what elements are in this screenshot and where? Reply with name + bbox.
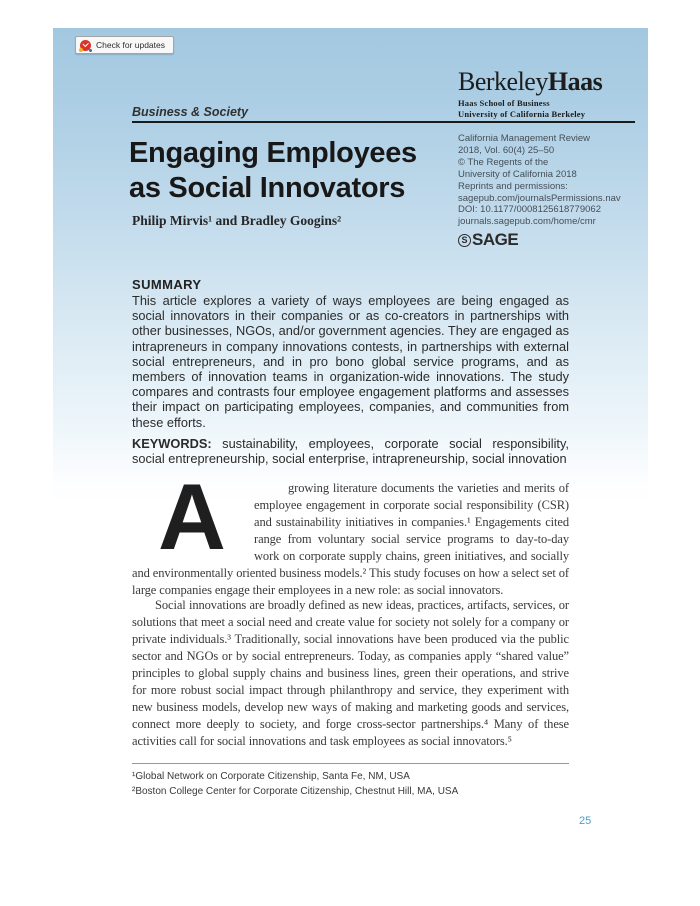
- sage-wordmark: SAGE: [472, 230, 519, 249]
- crossmark-icon: [80, 40, 91, 51]
- sage-circle-s-icon: S: [458, 234, 471, 247]
- sage-logo: [458, 230, 518, 250]
- footnotes-block: [132, 770, 458, 799]
- article-title-line-1: Engaging Employees: [129, 137, 417, 169]
- check-for-updates-button[interactable]: [75, 36, 174, 54]
- keywords-heading: KEYWORDS:: [132, 436, 212, 451]
- citation-volume: 2018, Vol. 60(4) 25–50: [458, 144, 555, 156]
- body-paragraph-2: [132, 597, 569, 750]
- summary-text: This article explores a variety of ways employees are being engaged as social innovators in their companies or as co-creators in partnerships with other businesses, NGOs, and/or government agencies. They are engaged as intrapreneurs in company innovations contests, in partnerships with external social entrepreneurs, and in pro bono global service programs, and as members of innovation teams in organization-wide innovations. The study compares and contrasts four employee engagement platforms and assesses their impact on participating employees, companies, and communities from these efforts.: [132, 293, 569, 430]
- citation-doi: DOI: 10.1177/0008125618779062: [458, 204, 601, 216]
- footnote-1: ¹Global Network on Corporate Citizenship, Santa Fe, NM, USA: [132, 771, 410, 782]
- citation-permissions-label: Reprints and permissions:: [458, 180, 568, 192]
- citation-journal-url: journals.sagepub.com/home/cmr: [458, 216, 596, 228]
- footnote-rule: [132, 763, 569, 764]
- check-for-updates-label: Check for updates: [96, 40, 165, 50]
- footnote-2: ²Boston College Center for Corporate Citizenship, Chestnut Hill, MA, USA: [132, 785, 459, 797]
- logo-subtitle-2: University of California Berkeley: [458, 108, 586, 119]
- logo-haas: Haas: [547, 67, 603, 96]
- logo-berkeley: Berkeley: [458, 67, 548, 96]
- dropcap-letter: A: [158, 464, 226, 569]
- citation-permissions-url: sagepub.com/journalsPermissions.nav: [458, 192, 621, 204]
- citation-copyright-2: University of California 2018: [458, 168, 577, 180]
- keywords-block: [132, 436, 569, 466]
- berkeleyhaas-logo: [458, 68, 602, 119]
- article-authors: Philip Mirvis¹ and Bradley Googins²: [132, 213, 342, 228]
- header-rule: [132, 121, 635, 123]
- page-number: 25: [579, 815, 592, 827]
- logo-wordmark: [458, 68, 602, 96]
- article-title-line-2: as Social Innovators: [129, 172, 406, 204]
- body-paragraph-1-text: growing literature documents the varieties and merits of employee engagement in corporate social responsibility (CSR) and sustainability initiatives in companies.¹ Engagements cited range from voluntary social service programs to day-to-day work on corporate supply chains, green initiatives, and socially and environmentally oriented business models.² This study focuses on how a select set of large companies engage their employees in a new role: as social innovators.: [132, 481, 569, 597]
- journal-name: Business & Society: [132, 105, 249, 119]
- article-title: [129, 136, 417, 206]
- keywords-text: sustainability, employees, corporate social responsibility, social entrepreneurship, social enterprise, intrapreneurship, social innovation: [132, 436, 569, 467]
- summary-heading: SUMMARY: [132, 277, 202, 292]
- citation-journal: California Management Review: [458, 133, 591, 144]
- body-paragraph-1: [132, 464, 569, 599]
- dropcap: [158, 464, 244, 569]
- citation-copyright-1: © The Regents of the: [458, 156, 549, 168]
- citation-block: [458, 133, 621, 228]
- body-paragraph-2-text: Social innovations are broadly defined as new ideas, practices, artifacts, services, or solutions that meet a social need and create value for society not solely for a company or private individuals.³ Traditionally, social innovations have been produced via the public sector and NGOs or by social entrepreneurs. Today, as companies apply “shared value” principles to global supply chains and business lines, green their operations, and strive for more robust social impact through philanthropy and service, they experiment with new business models, develop new ways of making and marketing goods and services, connect more deeply to society, and forge cross-sector partnerships.⁴ Many of these activities call for social innovations and task employees as social innovators.⁵: [132, 598, 569, 748]
- logo-subtitle-1: Haas School of Business: [458, 98, 550, 108]
